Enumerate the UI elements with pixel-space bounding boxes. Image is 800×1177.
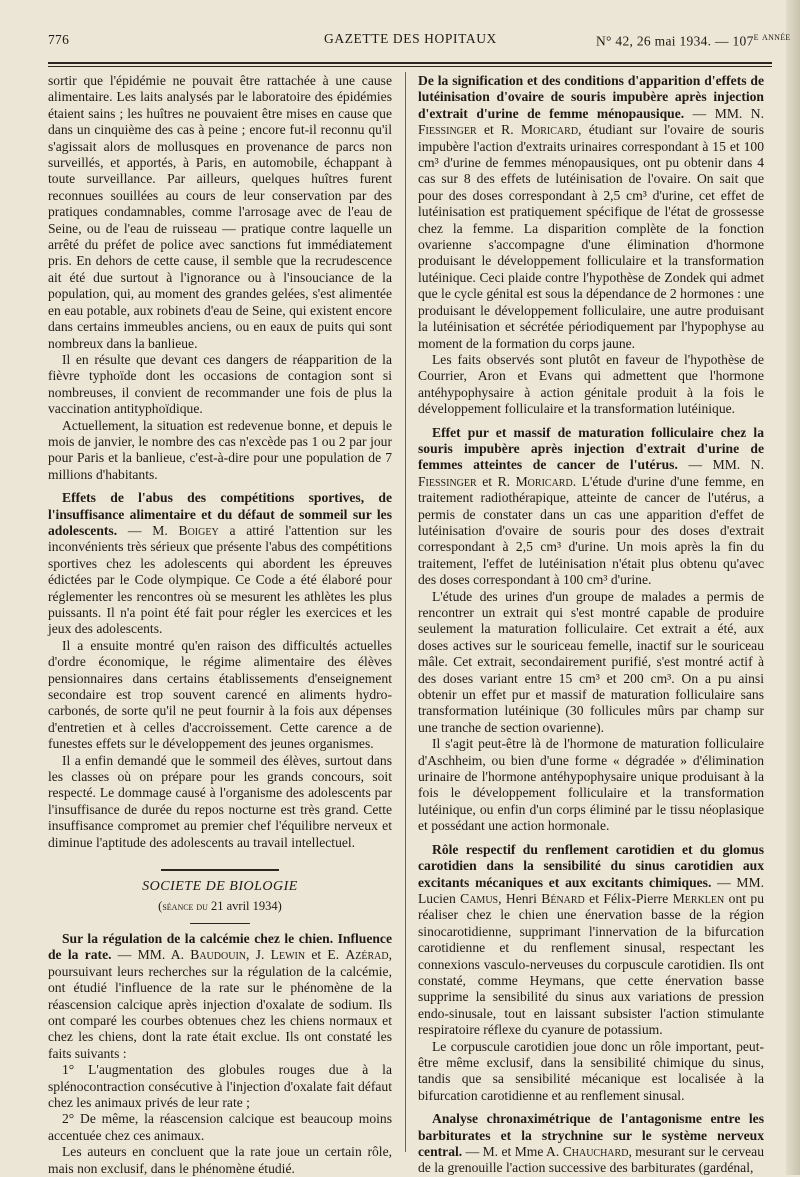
paragraph: Le corpuscule carotidien joue donc un rôle important, peut-être même exclusif, dans la sensibilité chimique du sinus, tandis que sa sensibilité mécanique est localisée à la bifurcation carotidienne et au renflement sinusal. — [418, 1038, 764, 1103]
section-rule — [161, 869, 279, 871]
author-name: Moricard — [520, 122, 579, 138]
article-title: De la signification et des conditions d'apparition d'effets de lutéinisation d'ovaire de souris impubère après injection d'extrait d'urine de femme ménopausique. — [418, 73, 764, 121]
article-title: Effet pur et massif de maturation folliculaire chez la souris impubère après injection d'extrait d'urine de femmes atteintes de cancer de l'utérus. — [418, 424, 764, 473]
section-rule-short — [190, 923, 250, 924]
right-column — [418, 73, 764, 1177]
society-name: SOCIETE DE BIOLOGIE — [142, 879, 298, 895]
page-header — [48, 28, 791, 50]
issue-number-date: N° 42, 26 mai 1934. — 107 — [596, 33, 754, 49]
paragraph: Il en résulte que devant ces dangers de réapparition de la fièvre typhoïde dont les occasions de contagion sont si nombreuses, il convient de recommander une fois de plus la vaccination antityphoïdique. — [48, 351, 392, 417]
date-session-label: séance du — [162, 900, 208, 913]
issue-year-suffix: e année — [753, 31, 791, 43]
paragraph: Actuellement, la situation est redevenue bonne, et depuis le mois de janvier, le nombre des cas n'excède pas 1 ou 2 par jour pour Paris et la banlieue, c'est-à-dire pour une population de 7 millions d'habitants. — [48, 417, 392, 482]
author-name: Azérad — [345, 947, 389, 963]
paragraph: Les auteurs en concluent que la rate joue un certain rôle, mais non exclusif, dans le phénomène étudié. — [48, 1144, 392, 1176]
date-paren-open: ( — [158, 898, 163, 913]
author-name: Boigey — [178, 522, 219, 538]
paragraph: Il a enfin demandé que le sommeil des élèves, surtout dans les classes où on prépare pour les grands concours, soit respecté. Le dommage causé à l'organisme des adolescents par l'insuffisance de durée du repos nocturne est très grand. Cette insuffisance compromet au premier chef l'équilibre nerveux et diminue l'aptitude des adolescents au travail intellectuel. — [48, 752, 392, 850]
header-rule — [48, 62, 772, 64]
paragraph: sortir que l'épidémie ne pouvait être rattachée à une cause alimentaire. Les laits analysés par le laboratoire des épidémies étaient sains ; les huîtres ne pouvaient être mises en cause que dans un cinquième des cas à peine ; encore fut-il reconnu qu'il s'agissait alors de mollusques en provenance de parcs non surveillés, et apportés, à Paris, en automobile, échappant à toute surveillance. Par ailleurs, quelques huîtres furent reconnues souillées au cours de leur conservation par des pratiques condamnables, comme l'arrosage avec de l'eau de Seine, ou de l'eau de ruisseau — pratique contre laquelle un arrêté du préfet de police avec sanctions fut immédiatement pris. En dehors de cette cause, il semble que la recrudescence ait été due surtout à l'ignorance ou à l'insouciance de la population, qui, au moment des grandes gelées, s'est alimentée en eau potable, aux robinets d'eau de Seine, qui existent encore dans certains immeubles anciens, ou en eaux de puits qui sont nombreux dans la banlieue. — [48, 73, 392, 351]
page-number: 776 — [48, 32, 70, 47]
paragraph: Il a ensuite montré qu'en raison des difficultés actuelles d'ordre économique, le régime alimentaire des élèves pensionnaires dans certains établissements d'enseignement secondaire est trop souvent carencé en aliments hydro-carbonés, de sorte qu'il ne peut fournir à la fois aux dépenses d'entretien et à celles d'accroissement. Cette carence a de funestes effets sur le développement des jeunes organismes. — [48, 637, 392, 752]
article-text: ont pu réaliser chez le chien une énervation basse de la région sinocarotidienne, supprimant l'innervation de la bifurcation carotidienne et du renflement sinusal, respectant les connexions vasculo-nerveuses du corpuscule carotidien. Ils ont constaté, comme Heymans, que cette énervation basse supprime la sensibilité du sinus aux variations de pression endo-sinusale, tout en laissant subsister l'action stimulante respiratoire réflexe du cyanure de potassium. — [418, 890, 765, 1038]
article-luteinisation — [418, 73, 764, 352]
author-intro: — MM. N. — [677, 457, 764, 473]
author-name: Moricard — [515, 473, 573, 489]
author-sep: , J. — [246, 947, 271, 963]
list-item: 2° De même, la réascension calcique est beaucoup moins accentuée chez ces animaux. — [48, 1111, 392, 1143]
page-edge — [786, 0, 800, 1175]
author-name: Baudouin — [190, 947, 246, 963]
article-carotidien — [418, 842, 764, 1039]
article-title: Sur la régulation de la calcémie chez le chien. Influence de la rate. — [48, 930, 392, 963]
author-sep: et R. — [476, 122, 521, 138]
author-name: Lewin — [270, 947, 306, 963]
article-maturation — [418, 425, 764, 589]
paragraph: Les faits observés sont plutôt en faveur de l'hypothèse de Courrier, Aron et Evans qui admettent que l'hormone antéhypophysaire à action génitale produit à la fois le développement folliculaire et la transformation lutéinique. — [418, 351, 764, 417]
article-text: , mesurant sur le cerveau de la grenouille l'action successive des barbiturates (gardénal, — [418, 1144, 764, 1176]
left-column — [48, 73, 392, 1177]
author-name: Fiessinger — [418, 473, 477, 489]
article-title: Analyse chronaximétrique de l'antagonisme entre les barbiturates et la strychnine sur le système nerveux central. — [418, 1111, 764, 1159]
author-sep: , Henri — [498, 890, 542, 906]
paragraph: Il s'agit peut-être là de l'hormone de maturation folliculaire d'Aschheim, ou bien d'une forme « dégradée » d'élimination urinaire de l'hormone antéhypophysaire unique produisant à la fois le développement folliculaire et la transformation lutéinique, ou enfin d'un corps éliminé par le tissu néoplasique et possédant une action hormonale. — [418, 736, 764, 834]
article-title: Effets de l'abus des compétitions sportives, de l'insuffisance alimentaire et du défaut de sommeil sur les adolescents. — [48, 490, 392, 538]
paragraph: L'étude des urines d'un groupe de malades a permis de rencontrer un extrait qui s'est montré capable de produire seulement la maturation folliculaire. Cet extrait a été, aux doses actives sur le souriceau femelle, inactif sur le souriceau mâle. Cet extrait, secondairement purifié, s'est montré actif à des doses variant entre 15 cm³ et 200 cm³. On a pu ainsi obtenir un effet pur et massif de maturation folliculaire sans transformation lutéinique (30 follicules mûrs par champ sur une tranche de section ovarienne). — [418, 588, 764, 735]
author-sep: et E. — [305, 947, 346, 963]
article-sport — [48, 490, 392, 638]
author-name: Fiessinger — [418, 122, 477, 138]
author-name: Camus — [460, 890, 499, 906]
journal-title: GAZETTE DES HOPITAUX — [324, 31, 497, 46]
article-chronaximetrie — [418, 1111, 764, 1177]
author-intro: — MM. N. — [684, 105, 765, 121]
author-sep: et Félix-Pierre — [584, 890, 673, 906]
article-text: , étudiant sur l'ovaire de souris impubère l'action d'extraits urinaires correspondant à 15 et 100 cm³ d'urine de femmes ménopausiques, ont pu obtenir dans 4 cas sur 8 des effets de lutéinisation de l'ovaire. On sait que pour des doses correspondant à 2,5 cm³ d'urine, cet effet de lutéinisation est pratiquement spécifique de l'état de grossesse chez la femme. La disparition complète de la fonction ovarienne s'accompagne d'une élimination d'hormone produisant le développement folliculaire et la transformation lutéinique. Ceci plaide contre l'hypothèse de Zondek qui admet que le cycle génital est sous la dépendance de 2 hormones : une produisant le développement folliculaire, une autre produisant la lutéinisation et sécrétée périodiquement par l'hypophyse au moment de la formation du corps jaune. — [418, 122, 764, 351]
issue-info — [596, 31, 791, 50]
author-name: Merklen — [672, 890, 725, 906]
author-intro: — M. et Mme A. — [462, 1144, 563, 1159]
author-name: Chauchard — [562, 1144, 629, 1159]
society-heading — [48, 869, 392, 924]
author-sep: et R. — [476, 473, 516, 489]
author-intro: — MM. Lucien — [418, 874, 764, 906]
list-item: 1° L'augmentation des globules rouges due à la splénocontraction consécutive à l'injection d'oxalate fait défaut chez les animaux privés de leur rate ; — [48, 1062, 392, 1110]
article-title: Rôle respectif du renflement carotidien et du glomus carotidien dans la sensibilité du sinus carotidien aux excitants mécaniques et aux excitants chimiques. — [418, 841, 764, 890]
article-text: . L'étude d'urine d'une femme, en traitement radiothérapique, atteinte de cancer de l'utérus, a permis de constater dans un cas une apparition d'effet de lutéinisation d'ovaire de souris pour des doses d'extrait correspondant à 2,5 cm³ d'urine. Un mois après la fin du traitement, l'effet de lutéinisation n'était plus obtenu qu'avec des doses correspondant à 100 cm³ d'urine. — [418, 473, 764, 588]
article-text: a attiré l'attention sur les inconvénients très sérieux que présente l'abus des compétitions sportives chez les adolescents qui abordent les épreuves édictées par le Code olympique. Ce Code a été élaboré pour réglementer les rencontres où se mesurent les athlètes les plus puissants. Il n'a point été fait pour régler les exercices et les jeux des adolescents. — [48, 522, 392, 637]
column-divider — [405, 72, 406, 1152]
author-intro: — MM. A. — [111, 947, 191, 963]
article-calcemie — [48, 931, 392, 1062]
author-intro: — M. — [117, 522, 179, 538]
article-text: , poursuivant leurs recherches sur la régulation de la calcémie, ont étudié l'influence de la rate sur le phénomène de la réascension calcique après injection d'oxalate de sodium. Ils ont comparé les courbes obtenues chez les chiens normaux et chez les chiens, dont la rate était exclue. Ils ont constaté les faits suivants : — [48, 947, 392, 1061]
header-rule-thin — [48, 66, 772, 67]
society-session-date — [48, 898, 392, 915]
date-value: 21 avril 1934) — [207, 898, 282, 913]
author-name: Bénard — [541, 890, 585, 906]
